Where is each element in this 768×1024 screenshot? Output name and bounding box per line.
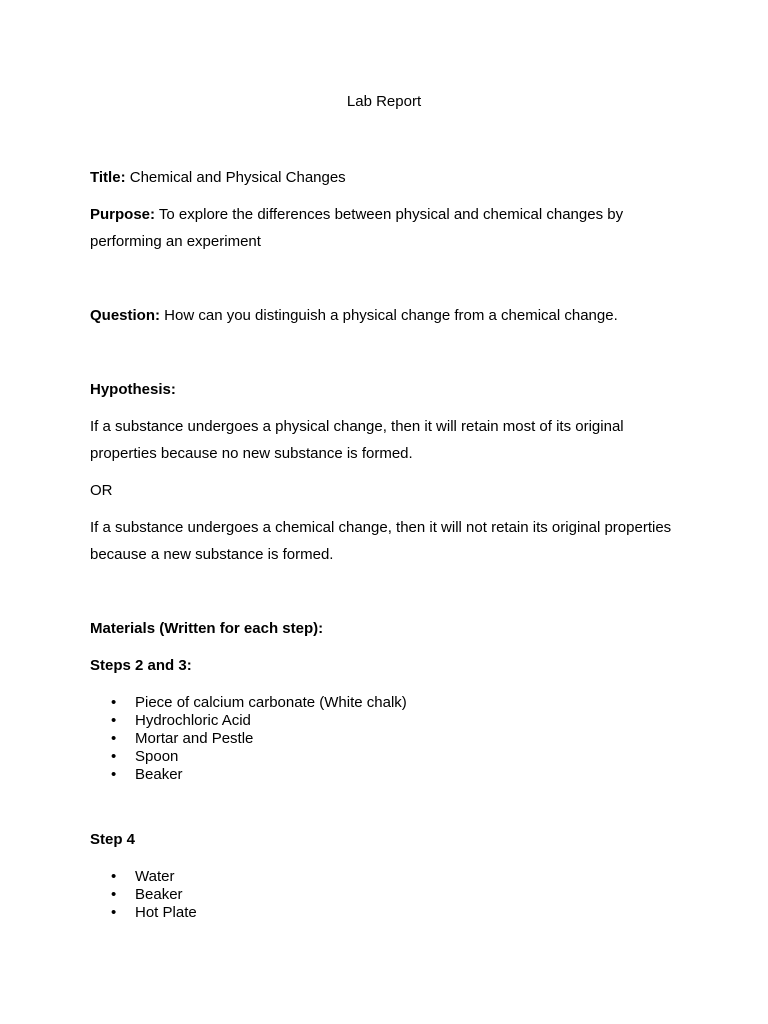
title-text: Chemical and Physical Changes [129,169,346,186]
bullet-icon: • [111,886,117,903]
hypothesis-or: OR [90,482,113,499]
materials-heading: Materials (Written for each step): [90,620,324,637]
list-item: • Spoon [111,748,179,765]
hypothesis-paragraph-2: If a substance undergoes a chemical change, then it will not retain its original properties because a new substance is formed. [90,519,672,563]
step-4-heading: Step 4 [90,831,136,848]
bullet-icon: • [111,730,117,747]
purpose-label: Purpose: [90,206,156,223]
hypothesis-paragraph-1: If a substance undergoes a physical change, then it will retain most of its original properties because no new substance is formed. [90,418,624,462]
question-line [90,302,690,329]
list-item: • Hydrochloric Acid [111,712,251,729]
bullet-icon: • [111,712,117,729]
title-label: Title: [90,169,126,186]
question-label: Question: [90,307,160,324]
list-item: • Mortar and Pestle [111,730,254,747]
bullet-icon: • [111,748,117,765]
bullet-icon: • [111,694,117,711]
purpose-paragraph [90,201,690,255]
title-line [90,164,690,191]
step-4-list [90,868,197,922]
list-item: • Water [111,868,175,885]
list-item: • Hot Plate [111,904,197,921]
list-item: • Beaker [111,766,183,783]
list-item: • Beaker [111,886,183,903]
hypothesis-heading: Hypothesis: [90,381,176,398]
document-header: Lab Report [346,93,422,110]
bullet-icon: • [111,904,117,921]
bullet-icon: • [111,766,117,783]
question-text: How can you distinguish a physical change from a chemical change. [164,307,618,324]
bullet-icon: • [111,868,117,885]
steps-2-3-heading: Steps 2 and 3: [90,657,192,674]
steps-2-3-list [90,694,407,784]
purpose-text: To explore the differences between physical and chemical changes by performing an experiment [90,206,624,250]
list-item: • Piece of calcium carbonate (White chalk) [111,694,407,711]
